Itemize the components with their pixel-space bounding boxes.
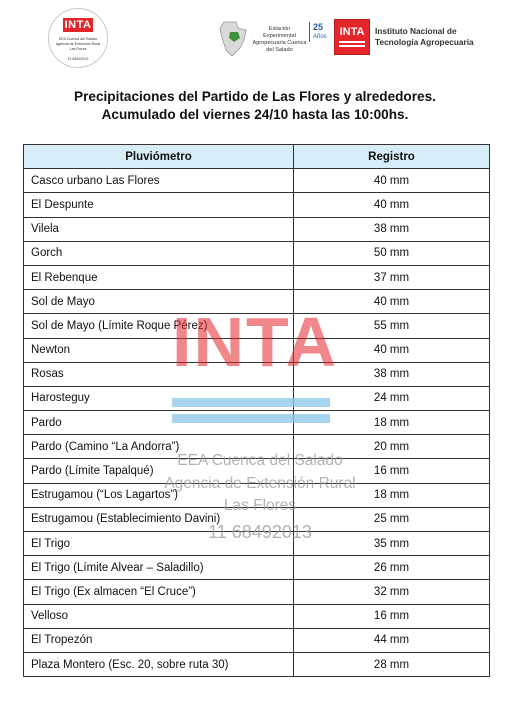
rain-gauge-value: 28 mm	[294, 652, 490, 676]
table-row	[24, 314, 490, 338]
rain-gauge-value: 40 mm	[294, 338, 490, 362]
inta-logo-stripe	[339, 45, 365, 47]
table-row	[24, 483, 490, 507]
watermark-line-eea: EEA Cuenca del Salado	[177, 452, 343, 469]
rain-gauge-value: 40 mm	[294, 290, 490, 314]
table-row	[24, 507, 490, 531]
table-row	[24, 435, 490, 459]
estacion-experimental-label: Estación Experimental Agropecuaria Cuenca del Salado	[252, 26, 307, 53]
logo-line-city: Las Flores	[69, 47, 87, 51]
rain-gauge-name: Gorch	[24, 241, 294, 265]
rain-gauge-value: 18 mm	[294, 483, 490, 507]
institute-name	[375, 26, 474, 47]
rain-gauge-value: 35 mm	[294, 532, 490, 556]
table-row	[24, 241, 490, 265]
rain-gauge-value: 50 mm	[294, 241, 490, 265]
inta-logo-stripe	[339, 41, 365, 43]
table-row	[24, 459, 490, 483]
rain-gauge-name: Estrugamou (“Los Lagartos”)	[24, 483, 294, 507]
logo-line-eea: EEA Cuenca del Salado	[58, 37, 98, 41]
header-registro: Registro	[294, 145, 490, 169]
rain-gauge-name: Newton	[24, 338, 294, 362]
rain-gauge-value: 26 mm	[294, 556, 490, 580]
rain-gauge-name: Sol de Mayo	[24, 290, 294, 314]
rain-gauge-value: 18 mm	[294, 411, 490, 435]
inta-mark: INTA	[64, 19, 92, 31]
table-row	[24, 628, 490, 652]
rain-gauge-value: 32 mm	[294, 580, 490, 604]
rain-gauge-value: 40 mm	[294, 169, 490, 193]
rain-gauge-name: El Trigo (Límite Alvear – Saladillo)	[24, 556, 294, 580]
inta-logo	[334, 19, 370, 55]
rain-gauge-name: El Tropezón	[24, 628, 294, 652]
rain-gauge-name: Pardo (Camino “La Andorra”)	[24, 435, 294, 459]
rain-gauge-name: Vilela	[24, 217, 294, 241]
page-subtitle: Acumulado del viernes 24/10 hasta las 10:00hs.	[101, 107, 409, 122]
rain-gauge-name: El Trigo	[24, 532, 294, 556]
rain-gauge-value: 40 mm	[294, 193, 490, 217]
institute-name-line: Instituto Nacional de	[375, 26, 457, 36]
rain-gauge-value: 16 mm	[294, 459, 490, 483]
table-row	[24, 217, 490, 241]
rain-gauge-name: El Trigo (Ex almacen “El Cruce”)	[24, 580, 294, 604]
watermark-logo: INTA	[172, 303, 339, 381]
rain-gauge-value: 55 mm	[294, 314, 490, 338]
table-row	[24, 652, 490, 676]
table-row	[24, 362, 490, 386]
rain-gauge-name: Harosteguy	[24, 386, 294, 410]
rain-gauge-name: El Despunte	[24, 193, 294, 217]
logo-line-agencia: Agencia de Extensión Rural	[55, 42, 101, 46]
table-row	[24, 290, 490, 314]
anniversary-badge	[309, 22, 331, 42]
institute-name-line: Tecnología Agropecuaria	[375, 36, 474, 47]
watermark-line-agencia: Agencia de Extensión Rural	[164, 475, 356, 492]
page-title: Precipitaciones del Partido de Las Flores y alrededores.	[74, 89, 436, 104]
anniversary-unit: Años	[313, 34, 327, 40]
table-row	[24, 556, 490, 580]
table-row	[24, 265, 490, 289]
table-row	[24, 338, 490, 362]
buenos-aires-map-icon	[218, 20, 248, 58]
table-row	[24, 532, 490, 556]
rain-gauge-value: 16 mm	[294, 604, 490, 628]
rain-gauge-name: Plaza Montero (Esc. 20, sobre ruta 30)	[24, 652, 294, 676]
rain-gauge-name: Pardo	[24, 411, 294, 435]
table-row	[24, 386, 490, 410]
rain-gauge-value: 38 mm	[294, 217, 490, 241]
inta-logo-text: INTA	[339, 26, 365, 38]
table-header-row	[24, 145, 490, 169]
rain-gauge-value: 44 mm	[294, 628, 490, 652]
table-row	[24, 604, 490, 628]
rain-gauge-value: 24 mm	[294, 386, 490, 410]
table-row	[24, 411, 490, 435]
rain-gauge-name: Sol de Mayo (Límite Roque Pérez)	[24, 314, 294, 338]
rain-gauge-name: Estrugamou (Establecimiento Davini)	[24, 507, 294, 531]
logo-line-phone: 11 68492013	[67, 57, 89, 61]
inta-agency-logo	[48, 8, 108, 68]
rain-gauge-value: 25 mm	[294, 507, 490, 531]
table-row	[24, 193, 490, 217]
rain-gauge-name: Pardo (Límite Tapalqué)	[24, 459, 294, 483]
watermark-line-city: Las Flores	[223, 497, 297, 514]
rain-gauge-name: El Rebenque	[24, 265, 294, 289]
rain-gauge-name: Casco urbano Las Flores	[24, 169, 294, 193]
table-row	[24, 580, 490, 604]
table-row	[24, 169, 490, 193]
rain-gauge-value: 37 mm	[294, 265, 490, 289]
rainfall-table	[23, 144, 490, 677]
anniversary-number: 25	[313, 22, 324, 32]
rain-gauge-value: 38 mm	[294, 362, 490, 386]
rain-gauge-value: 20 mm	[294, 435, 490, 459]
watermark-line-phone: 11 68492013	[208, 522, 312, 542]
rain-gauge-name: Rosas	[24, 362, 294, 386]
header-pluviometro: Pluviómetro	[24, 145, 294, 169]
rain-gauge-name: Velloso	[24, 604, 294, 628]
